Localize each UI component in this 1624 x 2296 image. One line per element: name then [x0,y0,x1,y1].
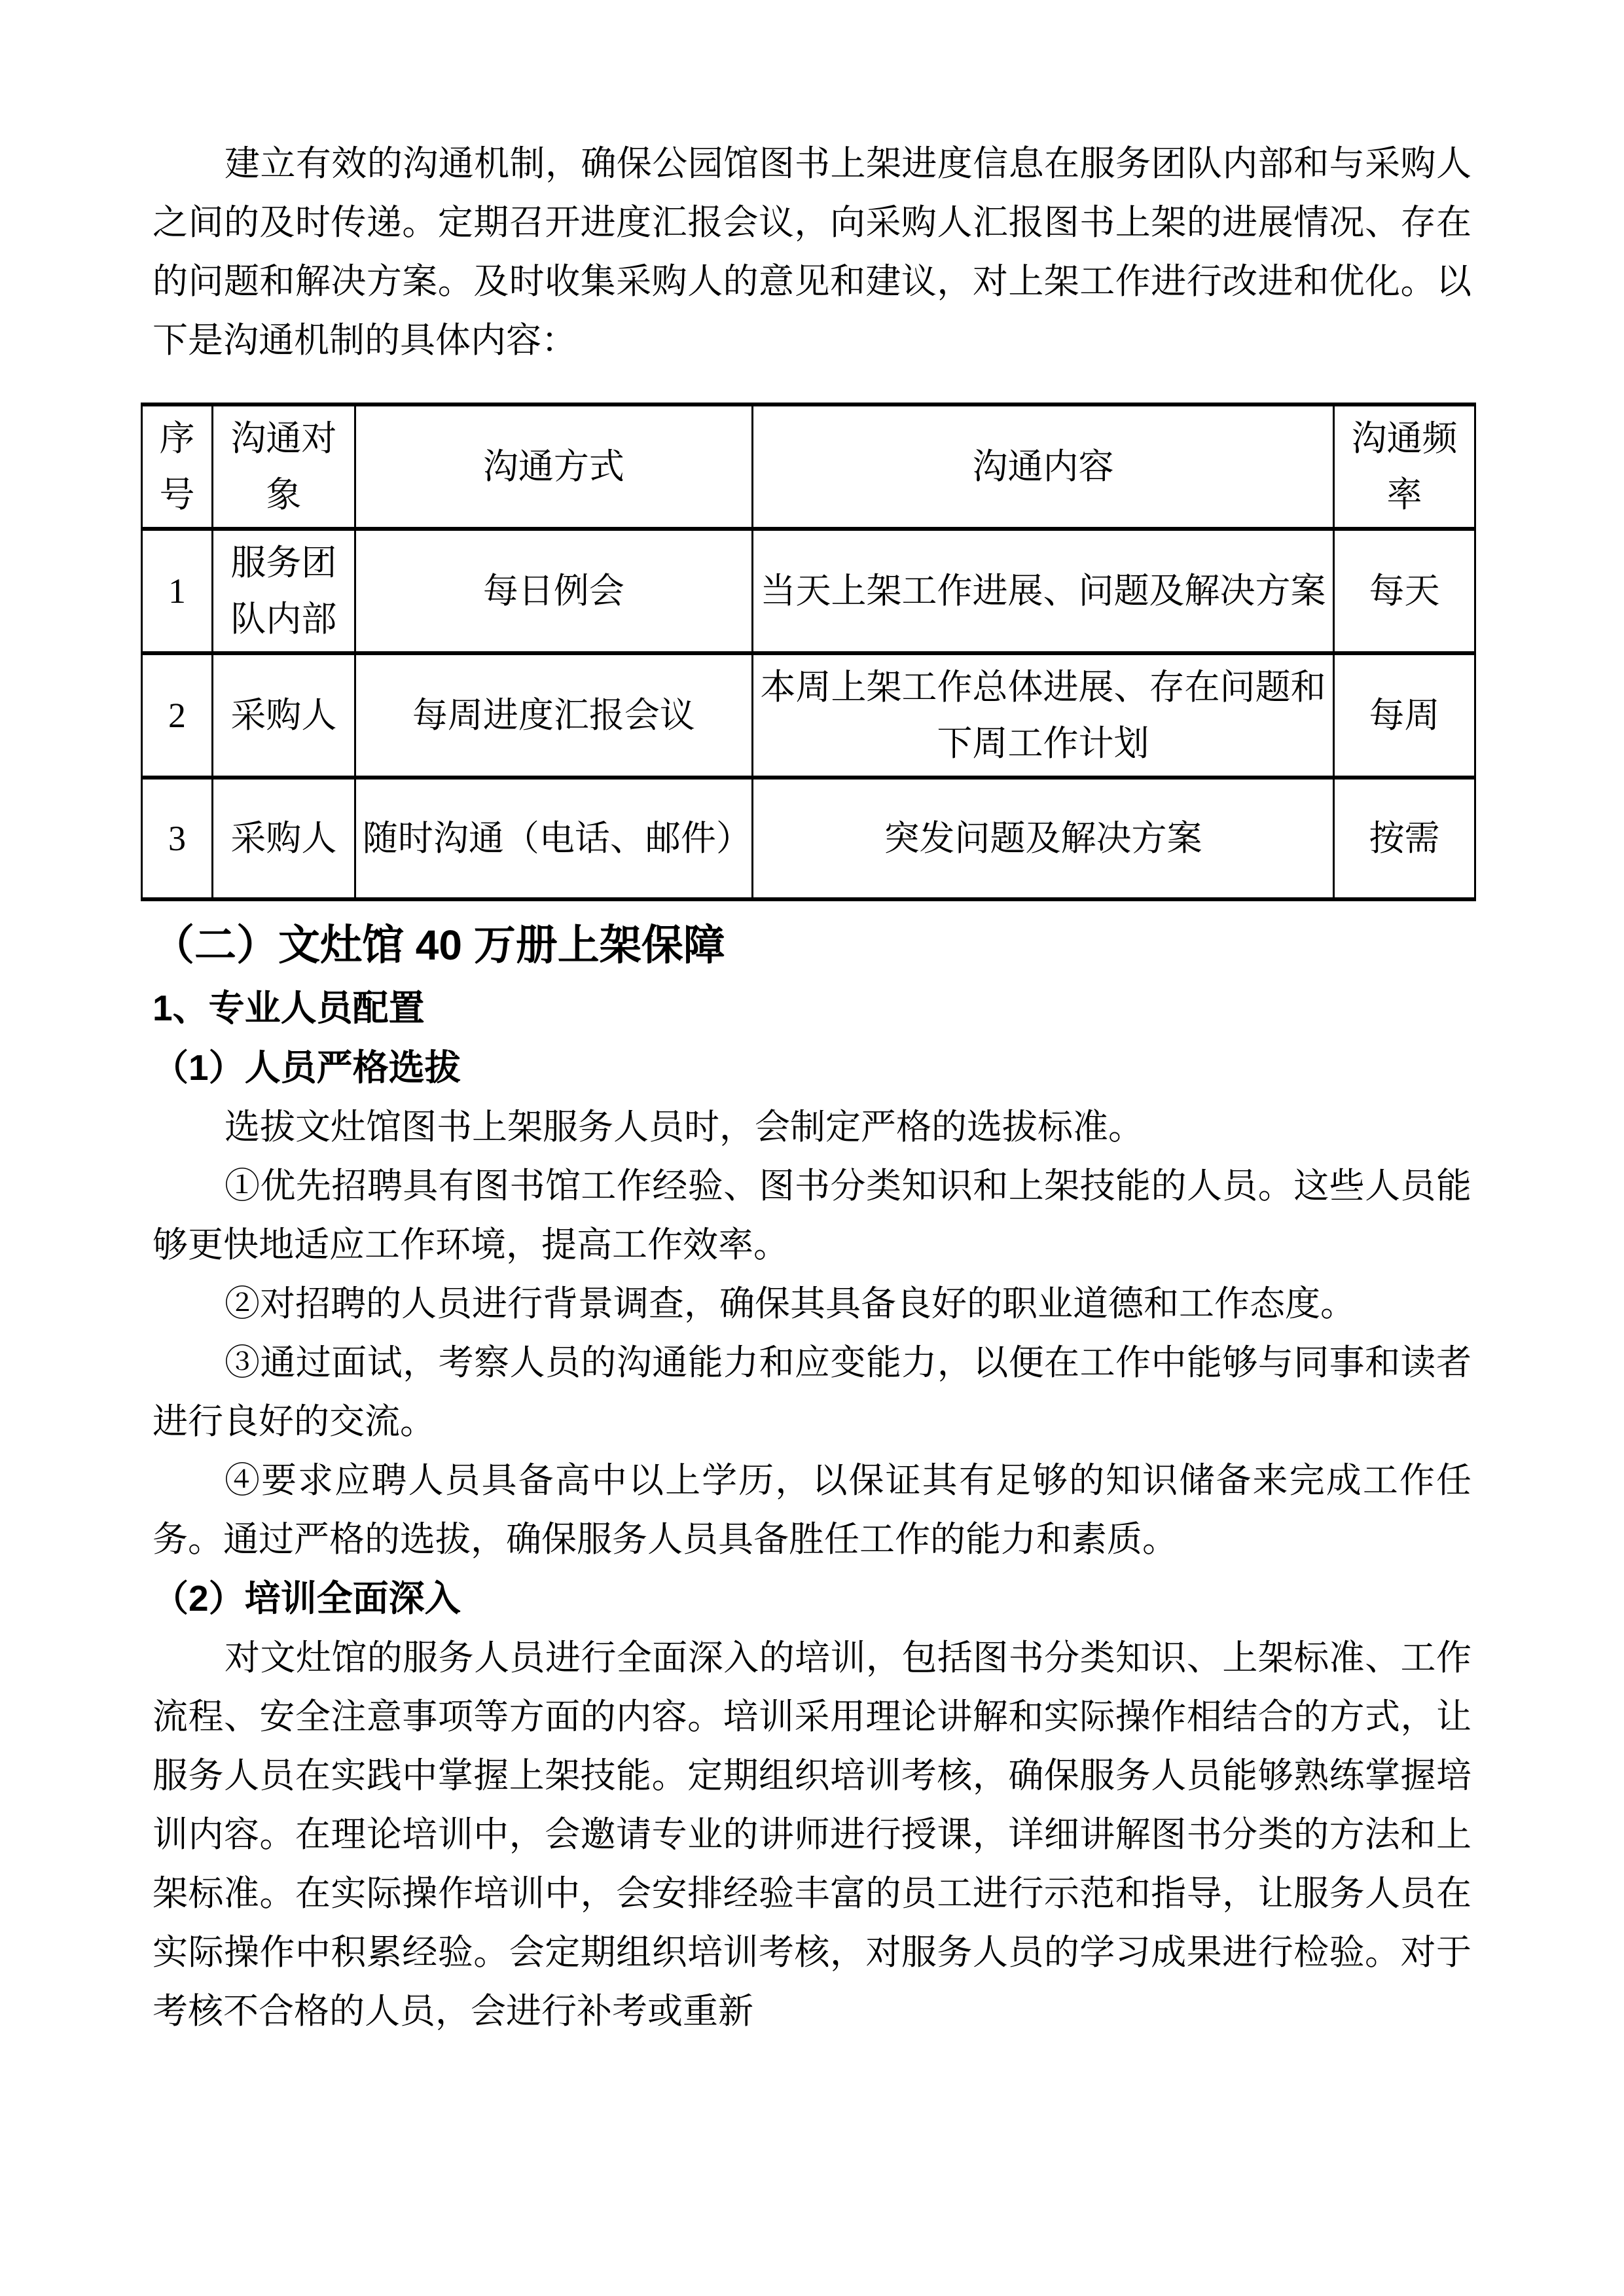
cell-seq: 2 [142,653,213,778]
section-heading-2: （二）文灶馆 40 万册上架保障 [153,922,725,969]
sub-heading-strict-selection: （1）人员严格选拔 [153,1047,461,1088]
cell-method: 每日例会 [355,529,752,653]
sub-heading-training: （2）培训全面深入 [153,1578,461,1619]
cell-content: 本周上架工作总体进展、存在问题和下周工作计划 [752,653,1333,778]
table-header-row [142,404,1475,529]
paragraph-item-1: ①优先招聘具有图书馆工作经验、图书分类知识和上架技能的人员。这些人员能够更快地适应工作环境，提高工作效率。 [153,1166,1471,1265]
paragraph-item-3: ③通过面试，考察人员的沟通能力和应变能力，以便在工作中能够与同事和读者进行良好的交流。 [153,1343,1471,1441]
intro-paragraph: 建立有效的沟通机制，确保公园馆图书上架进度信息在服务团队内部和与采购人之间的及时传递。定期召开进度汇报会议，向采购人汇报图书上架的进展情况、存在的问题和解决方案。及时收集采购人的意见和建议，对上架工作进行改进和优化。以下是沟通机制的具体内容： [153,144,1471,360]
paragraph-selection-intro: 选拔文灶馆图书上架服务人员时，会制定严格的选拔标准。 [225,1107,1144,1147]
cell-content: 突发问题及解决方案 [752,778,1333,899]
communication-mechanism-table [141,403,1476,901]
cell-object: 服务团队内部 [212,529,355,653]
sub-heading-staffing: 1、专业人员配置 [153,988,425,1028]
cell-seq: 3 [142,778,213,899]
header-cell-frequency: 沟通频率 [1334,404,1475,529]
cell-content: 当天上架工作进展、问题及解决方案 [752,529,1333,653]
cell-frequency: 每周 [1334,653,1475,778]
cell-frequency: 按需 [1334,778,1475,899]
header-cell-object: 沟通对象 [212,404,355,529]
cell-frequency: 每天 [1334,529,1475,653]
paragraph-item-2: ②对招聘的人员进行背景调查，确保其具备良好的职业道德和工作态度。 [225,1284,1356,1323]
cell-method: 每周进度汇报会议 [355,653,752,778]
paragraph-item-4: ④要求应聘人员具备高中以上学历，以保证其有足够的知识储备来完成工作任务。通过严格的选拔，确保服务人员具备胜任工作的能力和素质。 [153,1461,1471,1559]
cell-method: 随时沟通（电话、邮件） [355,778,752,899]
header-cell-content: 沟通内容 [752,404,1333,529]
cell-object: 采购人 [212,778,355,899]
header-cell-seq: 序号 [142,404,213,529]
paragraph-training: 对文灶馆的服务人员进行全面深入的培训，包括图书分类知识、上架标准、工作流程、安全注意事项等方面的内容。培训采用理论讲解和实际操作相结合的方式，让服务人员在实践中掌握上架技能。定期组织培训考核，确保服务人员能够熟练掌握培训内容。在理论培训中，会邀请专业的讲师进行授课，详细讲解图书分类的方法和上架标准。在实际操作培训中，会安排经验丰富的员工进行示范和指导，让服务人员在实际操作中积累经验。会定期组织培训考核，对服务人员的学习成果进行检验。对于考核不合格的人员，会进行补考或重新 [153,1638,1471,2031]
table-row [142,529,1475,653]
header-cell-method: 沟通方式 [355,404,752,529]
table-row [142,653,1475,778]
cell-seq: 1 [142,529,213,653]
cell-object: 采购人 [212,653,355,778]
table-row [142,778,1475,899]
